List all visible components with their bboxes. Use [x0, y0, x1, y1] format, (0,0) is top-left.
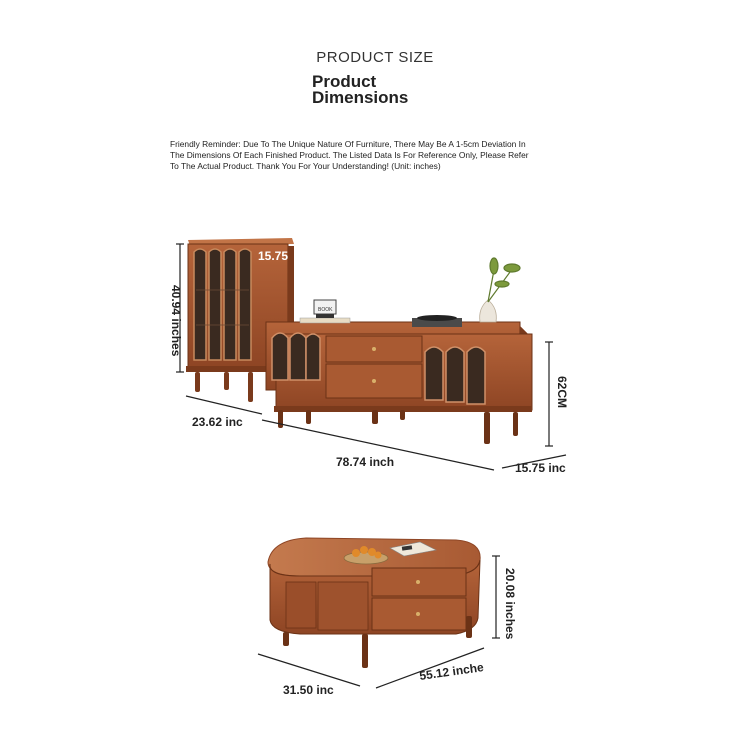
title-line-1: Product — [312, 72, 377, 91]
coffee-table-length-label: 55.12 inche — [418, 660, 485, 683]
reminder-line-1: Friendly Reminder: Due To The Unique Nature Of Furniture, There May Be A 1-5cm Deviation In — [170, 139, 526, 149]
cabinet-width-label: 23.62 inc — [192, 415, 243, 429]
reminder-line-2: The Dimensions Of Each Finished Product. The Listed Data Is For Reference Only, Please Refer — [170, 150, 529, 160]
coffee-table-width-label: 31.50 inc — [283, 683, 334, 697]
cabinet-depth-label: 15.75 — [258, 249, 289, 263]
title-line-2: Dimensions — [312, 88, 409, 107]
reminder-line-3: To The Actual Product. Thank You For Your Understanding! (Unit: inches) — [170, 161, 441, 171]
tv-stand-width-label: 78.74 inch — [336, 455, 395, 469]
tv-stand — [266, 258, 532, 444]
tv-stand-depth-label: 15.75 inc — [515, 461, 566, 475]
tv-stand-height-label: 62CM — [555, 376, 569, 409]
coffee-table — [268, 538, 480, 668]
book-label: BOOK — [318, 307, 333, 313]
cabinet-height-label: 40.94 inches — [169, 285, 183, 357]
section-eyebrow: PRODUCT SIZE — [316, 49, 434, 66]
coffee-table-height-label: 20.08 inches — [503, 568, 517, 640]
